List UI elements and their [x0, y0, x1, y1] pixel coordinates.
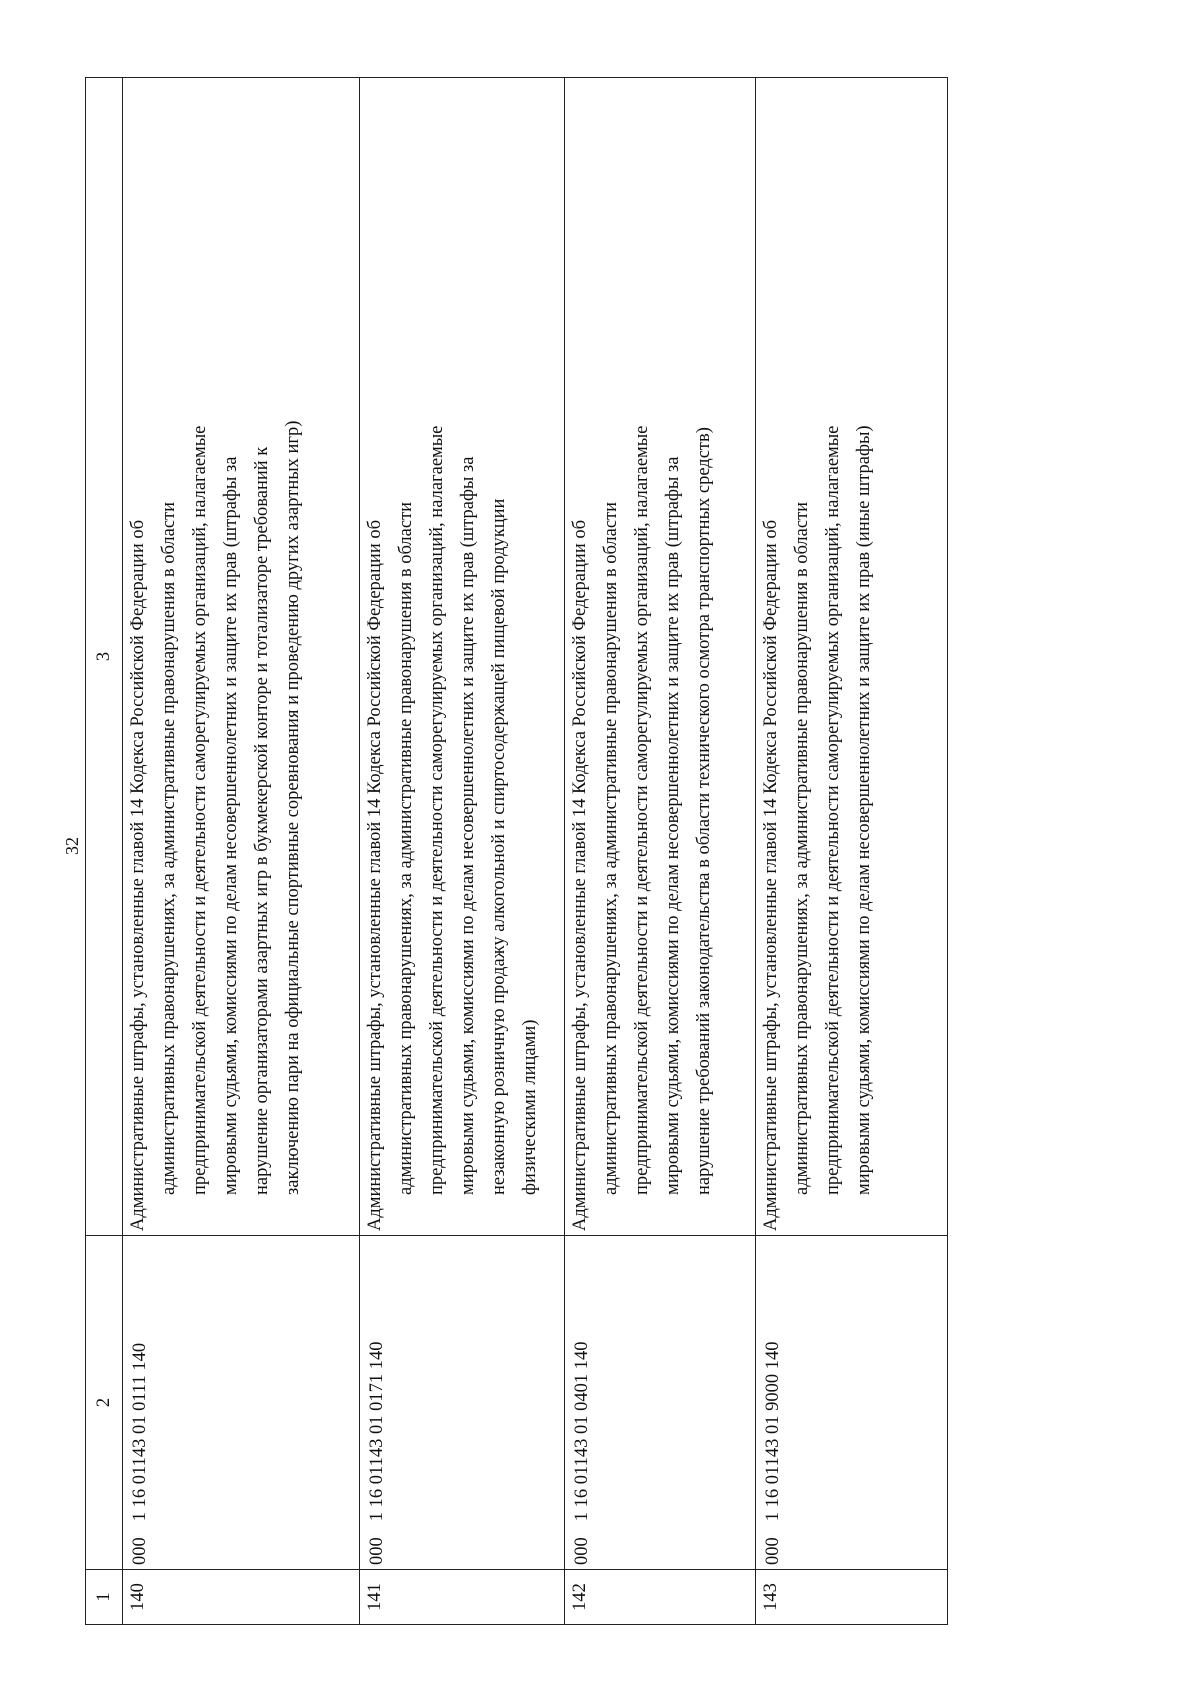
description-cell — [756, 78, 948, 1236]
row-number: 142 — [565, 1570, 756, 1625]
code-wrapper — [756, 1240, 789, 1565]
kbk-code: 1 16 01143 01 0171 140 — [367, 1341, 387, 1522]
table-header-row — [86, 78, 123, 1625]
description-line: предпринимательской деятельности и деятельности саморегулируемых организаций, налагаемые — [823, 425, 843, 1195]
page-number: 32 — [62, 837, 82, 855]
description-line: мировыми судьями, комиссиями по делам несовершеннолетних и защите их прав (штрафы за — [221, 456, 241, 1195]
description-line: административных правонарушениях, за административные правонарушения в области — [601, 501, 621, 1195]
column-header: 1 — [86, 1570, 123, 1625]
description-line: незаконную розничную продажу алкогольной и спиртосодержащей пищевой продукции — [489, 498, 509, 1195]
column-header: 2 — [86, 1236, 123, 1570]
description-line: нарушение организаторами азартных игр в букмекерской конторе и тотализаторе требований к — [252, 446, 272, 1195]
kbk-code: 1 16 01143 01 0111 140 — [130, 1342, 150, 1522]
admin-code: 000 — [367, 1537, 387, 1565]
description-cell — [360, 78, 565, 1236]
description-line: административных правонарушениях, за административные правонарушения в области — [396, 501, 416, 1195]
budget-codes-table — [85, 77, 948, 1625]
admin-code: 000 — [130, 1537, 150, 1565]
description-line: мировыми судьями, комиссиями по делам несовершеннолетних и защите их прав (штрафы за — [663, 456, 683, 1195]
rotated-table-container — [85, 78, 942, 1625]
code-wrapper — [360, 1240, 393, 1565]
description-line: Административные штрафы, установленные главой 14 Кодекса Российской Федерации об — [570, 519, 590, 1231]
kbk-code: 1 16 01143 01 0401 140 — [572, 1341, 592, 1522]
table-row — [756, 78, 948, 1625]
description-line: заключению пари на официальные спортивные соревнования и проведению других азартных игр) — [283, 420, 303, 1195]
kbk-code: 1 16 01143 01 9000 140 — [763, 1341, 783, 1522]
description-line: административных правонарушениях, за административные правонарушения в области — [792, 501, 812, 1195]
description-line: мировыми судьями, комиссиями по делам несовершеннолетних и защите их прав (иные штрафы) — [854, 425, 874, 1195]
description-line: административных правонарушениях, за административные правонарушения в области — [159, 501, 179, 1195]
admin-code: 000 — [572, 1537, 592, 1565]
table-row — [123, 78, 360, 1625]
description-line: Административные штрафы, установленные главой 14 Кодекса Российской Федерации об — [365, 519, 385, 1231]
admin-code: 000 — [763, 1537, 783, 1565]
description-line: мировыми судьями, комиссиями по делам несовершеннолетних и защите их прав (штрафы за — [458, 456, 478, 1195]
code-wrapper — [565, 1240, 598, 1565]
description-line: предпринимательской деятельности и деятельности саморегулируемых организаций, налагаемые — [632, 425, 652, 1195]
description-line: Административные штрафы, установленные главой 14 Кодекса Российской Федерации об — [128, 519, 148, 1231]
description-cell — [123, 78, 360, 1236]
row-number: 140 — [123, 1570, 360, 1625]
description-line: предпринимательской деятельности и деятельности саморегулируемых организаций, налагаемые — [427, 425, 447, 1195]
row-number: 141 — [360, 1570, 565, 1625]
description-line: нарушение требований законодательства в области технического осмотра транспортных средств) — [694, 427, 714, 1195]
code-cell — [565, 1236, 756, 1570]
table-row — [360, 78, 565, 1625]
description-cell — [565, 78, 756, 1236]
column-header: 3 — [86, 78, 123, 1236]
code-wrapper — [123, 1240, 156, 1565]
code-cell — [360, 1236, 565, 1570]
description-line: предпринимательской деятельности и деятельности саморегулируемых организаций, налагаемые — [190, 425, 210, 1195]
code-cell — [123, 1236, 360, 1570]
table-row — [565, 78, 756, 1625]
code-cell — [756, 1236, 948, 1570]
description-line: Административные штрафы, установленные главой 14 Кодекса Российской Федерации об — [761, 519, 781, 1231]
description-line: физическими лицами) — [520, 1019, 540, 1195]
row-number: 143 — [756, 1570, 948, 1625]
